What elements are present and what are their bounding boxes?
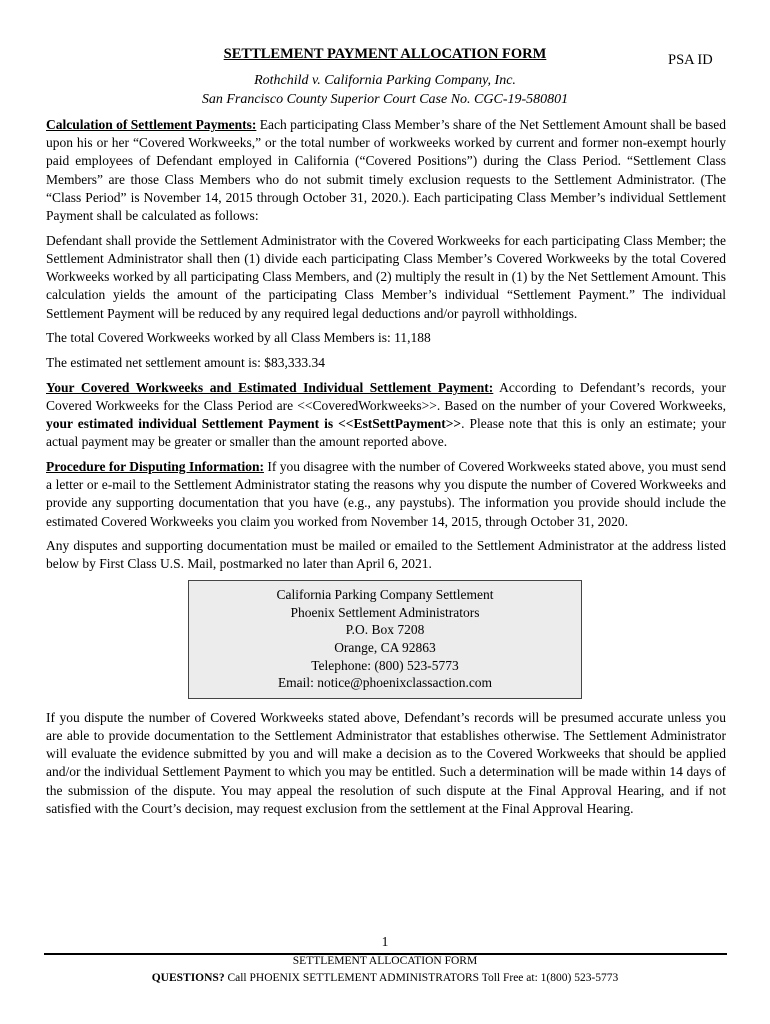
address-line-2: Phoenix Settlement Administrators [290, 604, 480, 620]
footer-form-name: SETTLEMENT ALLOCATION FORM [292, 955, 478, 967]
net-settlement-line: The estimated net settlement amount is: $83,333.34 [46, 354, 325, 370]
disputing-text: If you disagree with the number of Covered Workweeks stated above, you must send a letter or e-mail to the Settlement Administrator stating the reasons why you dispute the number of Covered Workweeks and provide any supporting documentation that you have (e.g., any paystubs). The information you provide should include the estimated Covered Workweeks you claim you worked from November 14, 2015, through October 31, 2020. [46, 458, 726, 529]
disputing-paragraph [46, 458, 726, 531]
address-telephone: Telephone: (800) 523-5773 [311, 657, 459, 673]
estimated-payment-text: your estimated individual Settlement Payment is <<EstSettPayment>> [46, 416, 462, 432]
your-workweeks-heading: Your Covered Workweeks and Estimated Individual Settlement Payment: [46, 379, 494, 395]
final-paragraph: If you dispute the number of Covered Workweeks stated above, Defendant’s records will be presumed accurate unless you are able to provide documentation to the Settlement Administrator that establishes otherwise. The Settlement Administrator will evaluate the evidence submitted by you and will make a decision as to the Covered Workweeks that should be applied and/or the individual Settlement Payment to which you may be entitled. Such a determination will be made within 14 days of the submission of the dispute. You may appeal the resolution of such dispute at the Final Approval Hearing, and if not satisfied with the Court’s decision, may request exclusion from the settlement at the Final Approval Hearing. [46, 709, 726, 816]
psa-id-label: PSA ID [668, 52, 713, 68]
document-body [46, 116, 726, 824]
address-line-4: Orange, CA 92863 [334, 639, 436, 655]
address-email: Email: notice@phoenixclassaction.com [277, 675, 493, 691]
footer-questions-label: QUESTIONS? [151, 972, 225, 984]
footer-questions [0, 972, 770, 984]
calculation-text: Each participating Class Member’s share of the Net Settlement Amount shall be based upon his or her “Covered Workweeks,” or the total number of workweeks worked by current and former non-exempt hourly paid employees of Defendant employed in California (“Covered Positions”) during the Class Period. “Settlement Class Members” are those Class Members who do not submit timely exclusion requests to the Settlement Administrator. (The “Class Period” is November 14, 2015 through October 31, 2020.). Each participating Class Member’s individual Settlement Payment shall be calculated as follows: [46, 117, 726, 224]
defendant-paragraph: Defendant shall provide the Settlement Administrator with the Covered Workweeks for each participating Class Member; the Settlement Administrator shall then (1) divide each participating Class Member’s Covered Workweeks by the total Covered Workweeks worked by all participating Class Members, and (2) multiply the result in (1) by the Net Settlement Amount. This calculation yields the amount of the participating Class Member’s individual “Settlement Payment.” The individual Settlement Payment will be reduced by any required legal deductions and/or payroll withholdings. [46, 232, 726, 321]
page-number: 1 [381, 934, 389, 949]
footer-questions-text: Call PHOENIX SETTLEMENT ADMINISTRATORS Toll Free at: 1(800) 523-5773 [224, 972, 619, 984]
total-workweeks-line: The total Covered Workweeks worked by all Class Members is: 11,188 [46, 330, 431, 346]
form-title: SETTLEMENT PAYMENT ALLOCATION FORM [223, 46, 547, 62]
address-line-1: California Parking Company Settlement [276, 587, 494, 603]
address-line-3: P.O. Box 7208 [345, 622, 425, 638]
case-court: San Francisco County Superior Court Case No. CGC-19-580801 [201, 92, 569, 107]
disputing-heading: Procedure for Disputing Information: [46, 458, 264, 474]
mail-paragraph: Any disputes and supporting documentation must be mailed or emailed to the Settlement Administrator at the address listed below by First Class U.S. Mail, postmarked no later than April 6, 2021. [46, 538, 726, 572]
your-workweeks-paragraph [46, 379, 726, 452]
calculation-paragraph [46, 116, 726, 225]
address-box [188, 580, 582, 699]
your-workweeks-text-a: According to Defendant’s records, your Covered Workweeks for the Class Period are <<CoveredWorkweeks>>. Based on the number of your Covered Workweeks, [46, 379, 727, 413]
calculation-heading: Calculation of Settlement Payments: [46, 117, 257, 132]
your-workweeks-text-b: . Please note that this is only an estimate; your actual payment may be greater or smaller than the amount reported above. [46, 416, 726, 450]
case-name: Rothchild v. California Parking Company, Inc. [254, 73, 516, 88]
